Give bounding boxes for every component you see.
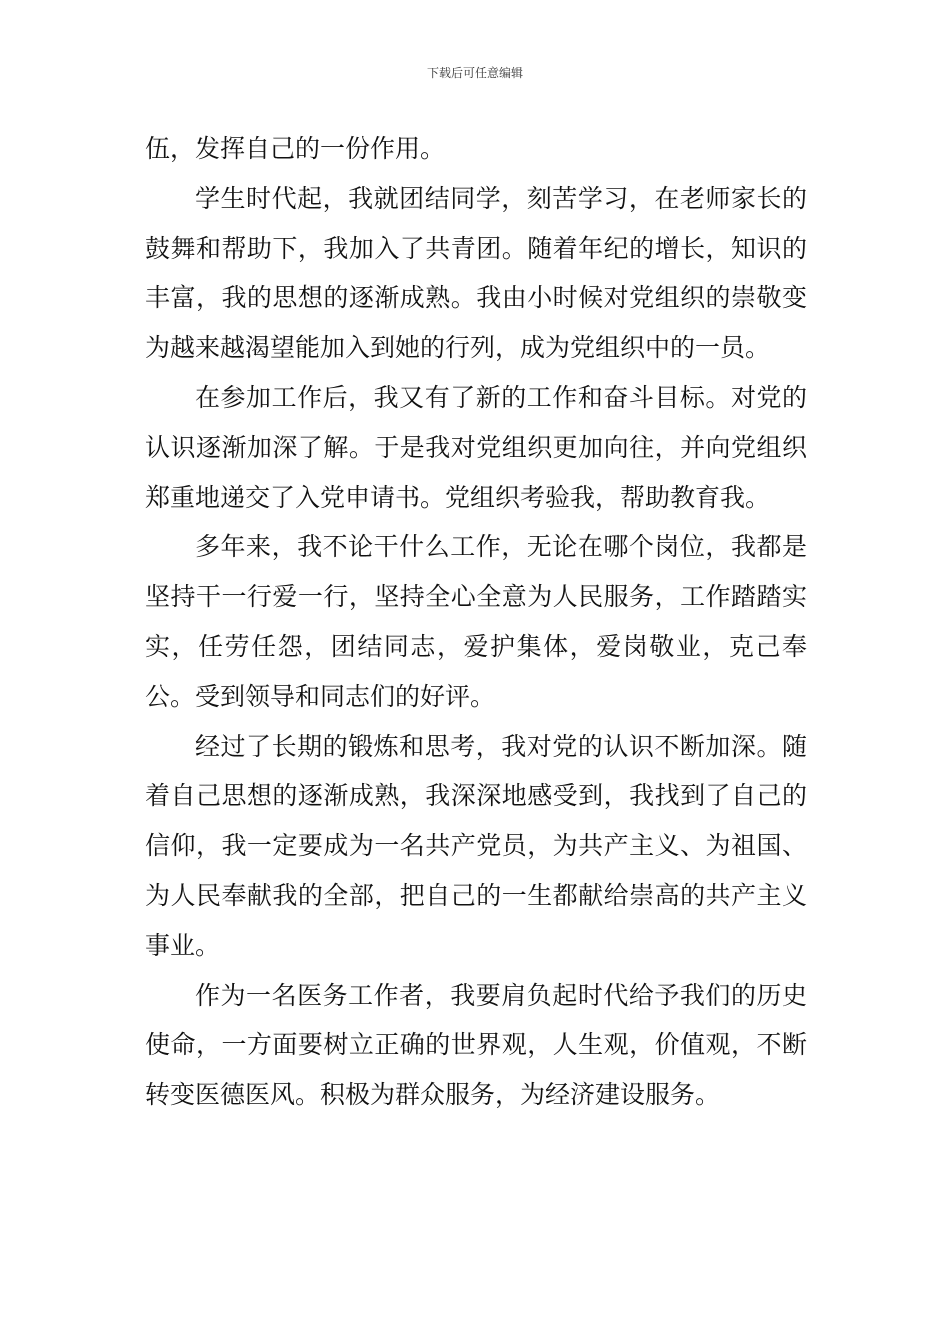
paragraph: 作为一名医务工作者，我要肩负起时代给予我们的历史使命，一方面要树立正确的世界观，人生观，价值观，不断转变医德医风。积极为群众服务，为经济建设服务。: [145, 980, 807, 1110]
paragraph: 学生时代起，我就团结同学，刻苦学习，在老师家长的鼓舞和帮助下，我加入了共青团。随着年纪的增长，知识的丰富，我的思想的逐渐成熟。我由小时候对党组织的崇敬变为越来越渴望能加入到她的行列，成为党组织中的一员。: [145, 183, 807, 363]
paragraph: 伍，发挥自己的一份作用。: [145, 134, 446, 163]
page-header: 下载后可任意编辑: [426, 66, 523, 80]
paragraph: 经过了长期的锻炼和思考，我对党的认识不断加深。随着自己思想的逐渐成熟，我深深地感受到，我找到了自己的信仰，我一定要成为一名共产党员，为共产主义、为祖国、为人民奉献我的全部，把自己的一生都献给崇高的共产主义事业。: [145, 731, 807, 960]
document-body: [145, 124, 807, 1120]
paragraph: 在参加工作后，我又有了新的工作和奋斗目标。对党的认识逐渐加深了解。于是我对党组织更加向往，并向党组织郑重地递交了入党申请书。党组织考验我，帮助教育我。: [145, 382, 807, 512]
paragraph: 多年来，我不论干什么工作，无论在哪个岗位，我都是坚持干一行爱一行，坚持全心全意为人民服务，工作踏踏实实，任劳任怨，团结同志，爱护集体，爱岗敬业，克己奉公。受到领导和同志们的好评。: [145, 532, 807, 711]
